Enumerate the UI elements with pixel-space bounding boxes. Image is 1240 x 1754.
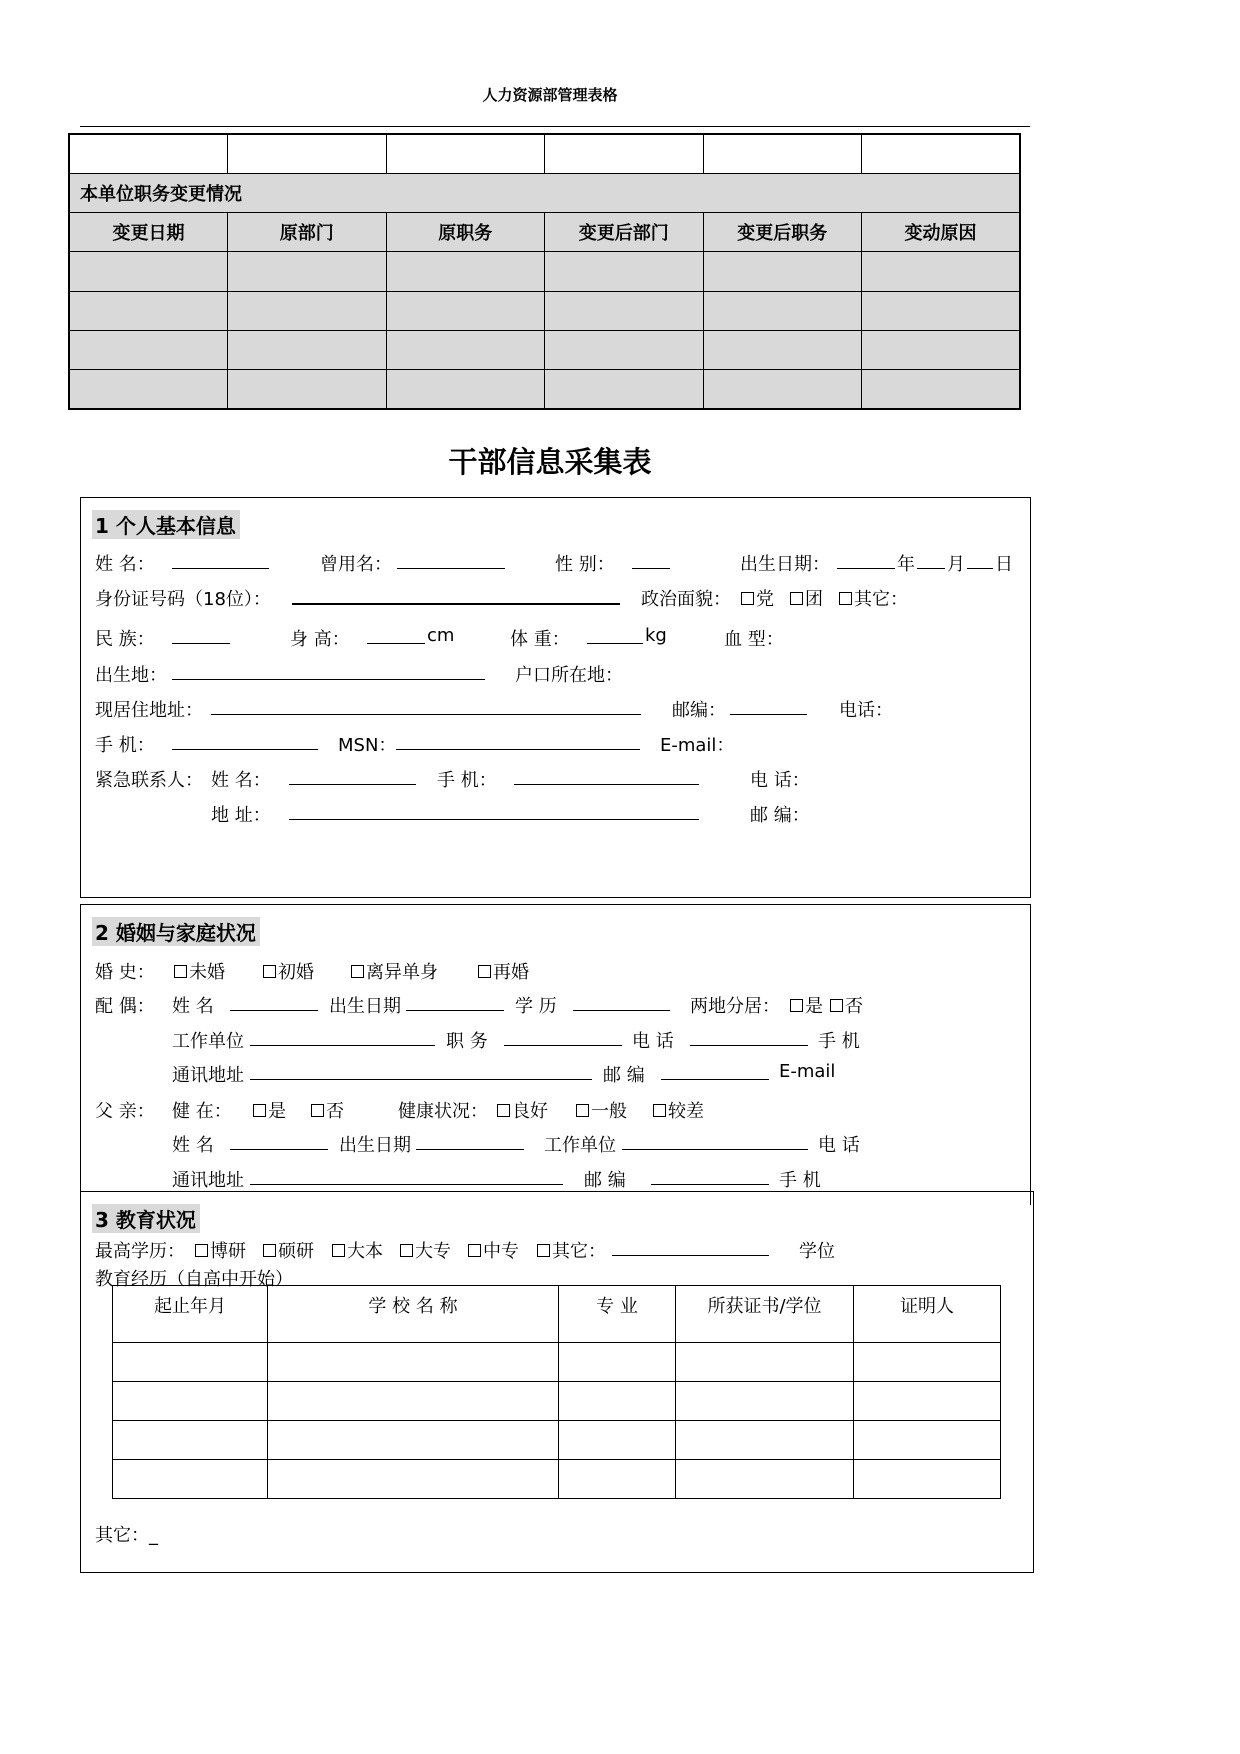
checkbox-icon [468,1244,481,1257]
remarried-option[interactable] [478,958,529,984]
father-postcode-label: 邮 编 [584,1170,626,1191]
father-name-field[interactable] [230,1131,328,1150]
college-label: 大专 [415,1241,451,1262]
father-name-label: 姓 名 [172,1135,214,1156]
spouse-mail-address-label: 通讯地址 [172,1065,244,1086]
column-header: 变动原因 [862,213,1021,252]
table-row [69,252,1020,291]
table-cell[interactable] [228,330,387,369]
checkbox-icon [351,965,364,978]
table-cell[interactable] [854,1343,1001,1382]
section1-title: 1 个人基本信息 [92,510,240,539]
checkbox-icon [311,1104,324,1117]
birthplace-field[interactable] [172,661,485,680]
league-label: 团 [805,589,823,610]
day-label: 日 [995,554,1013,575]
spouse-workplace-label: 工作单位 [172,1031,244,1052]
master-label: 硕研 [278,1241,314,1262]
spouse-education-label: 学 历 [515,996,557,1017]
spouse-mail-address-field[interactable] [250,1061,592,1080]
table-cell[interactable] [854,1460,1001,1499]
table-cell[interactable] [113,1382,268,1421]
month-label: 月 [947,554,965,575]
height-label: 身 高： [290,629,350,650]
bachelor-option[interactable] [332,1237,383,1263]
table-cell[interactable] [545,370,704,409]
table-cell[interactable] [862,291,1021,330]
checkbox-icon [400,1244,413,1257]
weight-label: 体 重： [510,629,570,650]
other-education-field[interactable] [612,1237,769,1256]
table-cell[interactable] [676,1421,854,1460]
weight-unit: kg [645,625,667,646]
spouse-education-field[interactable] [573,992,670,1011]
table-cell[interactable] [545,252,704,291]
table-cell[interactable] [268,1460,559,1499]
table-header-row [69,213,1020,252]
table-cell[interactable] [113,1343,268,1382]
father-label: 父 亲： [95,1101,155,1122]
phone-label: 电话： [839,700,893,721]
table-row [113,1382,1001,1421]
table-cell[interactable] [113,1421,268,1460]
political-label: 政治面貌： [641,589,731,610]
checkbox-icon [741,592,754,605]
section-label: 本单位职务变更情况 [69,173,1020,212]
table-cell[interactable] [268,1382,559,1421]
position-change-table [68,133,1021,410]
table-cell[interactable] [703,330,862,369]
table-cell[interactable] [703,134,862,173]
remarried-label: 再婚 [493,962,529,983]
emergency-mobile-label: 手 机： [437,770,497,791]
table-cell[interactable] [703,252,862,291]
father-alive-label: 健 在： [172,1101,232,1122]
other-label: 其它： [854,589,908,610]
table-cell[interactable] [545,134,704,173]
checkbox-icon [263,1244,276,1257]
table-cell[interactable] [268,1421,559,1460]
checkbox-icon [576,1104,589,1117]
table-row [69,134,1020,173]
no-label: 否 [326,1101,344,1122]
height-unit: cm [427,625,455,646]
table-cell[interactable] [862,330,1021,369]
column-header: 证明人 [854,1286,1001,1343]
postcode-field[interactable] [730,696,807,715]
education-history-table [112,1285,1001,1499]
spouse-mobile-label: 手 机 [818,1031,860,1052]
yes-label: 是 [805,996,823,1017]
table-cell[interactable] [703,370,862,409]
separated-label: 两地分居： [690,996,780,1017]
table-cell[interactable] [703,291,862,330]
spouse-postcode-label: 邮 编 [603,1065,645,1086]
health-label: 健康状况： [398,1101,488,1122]
other-option[interactable] [839,585,908,611]
table-cell[interactable] [69,134,228,173]
column-header: 原部门 [228,213,387,252]
household-label: 户口所在地： [515,665,623,686]
table-cell[interactable] [69,252,228,291]
table-cell[interactable] [69,291,228,330]
birth-day-field[interactable] [967,550,993,569]
league-option[interactable] [790,585,823,611]
father-workplace-field[interactable] [622,1131,808,1150]
others-label: 其它：_ [95,1525,158,1546]
checkbox-icon [174,965,187,978]
spouse-position-field[interactable] [504,1027,622,1046]
gender-field[interactable] [632,550,670,569]
table-cell[interactable] [386,291,545,330]
father-mail-address-field[interactable] [250,1166,563,1185]
checkbox-icon [790,999,803,1012]
table-cell[interactable] [228,252,387,291]
table-row [69,330,1020,369]
checkbox-icon [497,1104,510,1117]
address-field[interactable] [211,696,641,715]
spouse-postcode-field[interactable] [661,1061,769,1080]
checkbox-icon [830,999,843,1012]
checkbox-icon [253,1104,266,1117]
father-birth-label: 出生日期 [339,1135,411,1156]
birth-year-field[interactable] [837,550,895,569]
name-label: 姓 名： [95,554,155,575]
father-phone-label: 电 话 [818,1135,860,1156]
table-cell[interactable] [228,134,387,173]
yes-label: 是 [268,1101,286,1122]
mobile-field[interactable] [172,731,318,750]
table-cell[interactable] [862,370,1021,409]
header-divider [80,126,1030,127]
id-number-field[interactable] [292,585,620,605]
table-cell[interactable] [862,134,1021,173]
father-alive-yes-option[interactable] [253,1097,286,1123]
table-cell[interactable] [386,252,545,291]
first-marriage-option[interactable] [263,958,314,984]
separated-yes-option[interactable] [790,992,823,1018]
checkbox-icon [263,965,276,978]
table-header-row [113,1286,1001,1343]
id-number-label: 身份证号码（18位）： [95,589,271,610]
msn-label: MSN： [338,735,397,756]
party-option[interactable] [741,585,774,611]
table-cell[interactable] [228,370,387,409]
table-cell[interactable] [386,330,545,369]
health-poor-option[interactable] [653,1097,704,1123]
spouse-birth-label: 出生日期 [329,996,401,1017]
table-section-row [69,173,1020,212]
table-cell[interactable] [676,1343,854,1382]
section2-title: 2 婚姻与家庭状况 [92,917,260,946]
table-cell[interactable] [69,330,228,369]
emergency-mobile-field[interactable] [514,766,699,785]
checkbox-icon [653,1104,666,1117]
table-row [113,1421,1001,1460]
phd-label: 博研 [210,1241,246,1262]
emergency-address-field[interactable] [289,801,699,820]
health-normal-option[interactable] [576,1097,627,1123]
father-birth-field[interactable] [416,1131,524,1150]
column-header: 学 校 名 称 [268,1286,559,1343]
health-good-option[interactable] [497,1097,548,1123]
checkbox-icon [478,965,491,978]
name-field[interactable] [172,550,269,569]
msn-field[interactable] [396,731,640,750]
table-cell[interactable] [268,1343,559,1382]
table-cell[interactable] [386,370,545,409]
mobile-label: 手 机： [95,735,155,756]
emergency-name-label: 姓 名： [211,770,271,791]
emergency-postcode-label: 邮 编： [750,805,810,826]
secondary-option[interactable] [468,1237,519,1263]
spouse-label: 配 偶： [95,996,155,1017]
gender-label: 性 别： [555,554,615,575]
column-header: 变更后部门 [545,213,704,252]
table-cell[interactable] [854,1382,1001,1421]
table-cell[interactable] [386,134,545,173]
column-header: 变更后职务 [703,213,862,252]
father-workplace-label: 工作单位 [544,1135,616,1156]
no-label: 否 [845,996,863,1017]
table-row [113,1460,1001,1499]
degree-label: 学位 [799,1241,835,1262]
checkbox-icon [790,592,803,605]
secondary-label: 中专 [483,1241,519,1262]
former-name-field[interactable] [397,550,505,569]
father-alive-no-option[interactable] [311,1097,344,1123]
blood-type-label: 血 型： [724,629,784,650]
table-row [69,370,1020,409]
table-cell[interactable] [545,330,704,369]
father-mail-address-label: 通讯地址 [172,1170,244,1191]
postcode-label: 邮编： [672,700,726,721]
father-mobile-label: 手 机 [779,1170,821,1191]
year-label: 年 [897,554,915,575]
spouse-birth-field[interactable] [406,992,504,1011]
first-marriage-label: 初婚 [278,962,314,983]
single-label: 未婚 [189,962,225,983]
column-header: 专 业 [559,1286,676,1343]
table-cell[interactable] [559,1343,676,1382]
spouse-email-label: E-mail [779,1061,836,1082]
emergency-name-field[interactable] [289,766,416,785]
spouse-phone-label: 电 话 [632,1031,674,1052]
marital-label: 婚 史： [95,962,155,983]
checkbox-icon [537,1244,550,1257]
father-postcode-field[interactable] [651,1166,769,1185]
phd-option[interactable] [195,1237,246,1263]
checkbox-icon [195,1244,208,1257]
master-option[interactable] [263,1237,314,1263]
ethnicity-field[interactable] [172,625,230,644]
birthplace-label: 出生地： [95,665,167,686]
table-cell[interactable] [559,1382,676,1421]
table-cell[interactable] [854,1421,1001,1460]
former-name-label: 曾用名： [320,554,392,575]
table-cell[interactable] [545,291,704,330]
checkbox-icon [332,1244,345,1257]
table-row [113,1343,1001,1382]
height-field[interactable] [367,625,425,644]
spouse-name-label: 姓 名 [172,996,214,1017]
address-label: 现居住地址： [95,700,203,721]
column-header: 所获证书/学位 [676,1286,854,1343]
birth-month-field[interactable] [917,550,945,569]
email-label: E-mail： [660,735,735,756]
column-header: 起止年月 [113,1286,268,1343]
table-cell[interactable] [676,1382,854,1421]
table-cell[interactable] [113,1460,268,1499]
table-cell[interactable] [228,291,387,330]
emergency-phone-label: 电 话： [750,770,810,791]
table-cell[interactable] [559,1421,676,1460]
divorced-option[interactable] [351,958,438,984]
section3-title: 3 教育状况 [92,1204,200,1233]
table-cell[interactable] [69,370,228,409]
column-header: 变更日期 [69,213,228,252]
emergency-address-label: 地 址： [211,805,271,826]
bachelor-label: 大本 [347,1241,383,1262]
poor-label: 较差 [668,1101,704,1122]
spouse-position-label: 职 务 [446,1031,488,1052]
column-header: 原职务 [386,213,545,252]
table-cell[interactable] [862,252,1021,291]
header-title: 人力资源部管理表格 [482,86,618,104]
college-option[interactable] [400,1237,451,1263]
party-label: 党 [756,589,774,610]
spouse-name-field[interactable] [230,992,318,1011]
section2-box [80,904,1031,1205]
other-education-option[interactable] [537,1237,606,1263]
checkbox-icon [839,592,852,605]
highest-education-label: 最高学历： [95,1241,185,1262]
table-cell[interactable] [676,1460,854,1499]
normal-label: 一般 [591,1101,627,1122]
birth-date-label: 出生日期： [740,554,830,575]
good-label: 良好 [512,1101,548,1122]
table-cell[interactable] [559,1460,676,1499]
other-education-label: 其它： [552,1241,606,1262]
spouse-workplace-field[interactable] [250,1027,435,1046]
spouse-phone-field[interactable] [690,1027,808,1046]
weight-field[interactable] [587,625,643,644]
form-title: 干部信息采集表 [448,445,652,479]
divorced-label: 离异单身 [366,962,438,983]
single-option[interactable] [174,958,225,984]
education-history-label: 教育经历（自高中开始） [95,1269,293,1290]
emergency-label: 紧急联系人： [95,770,203,791]
ethnicity-label: 民 族： [95,629,155,650]
separated-no-option[interactable] [830,992,863,1018]
table-row [69,291,1020,330]
